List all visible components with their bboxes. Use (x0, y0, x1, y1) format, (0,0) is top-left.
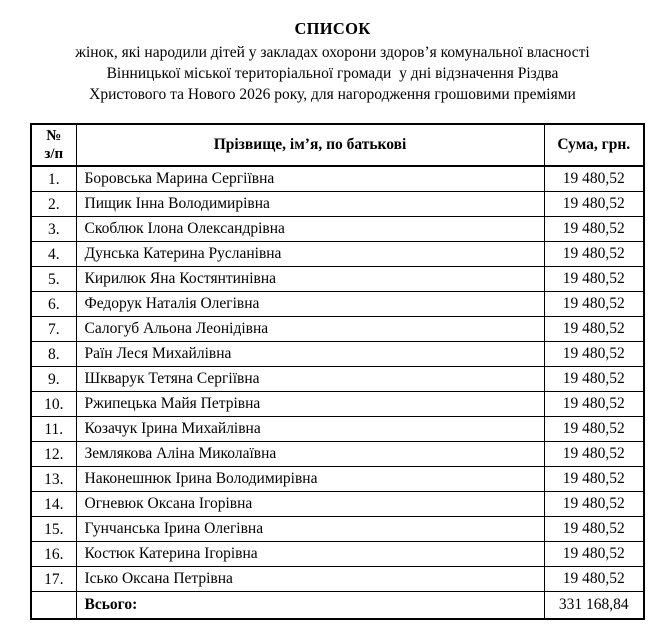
table-row (31, 366, 644, 391)
row-name: Кирилюк Яна Костянтинівна (76, 266, 544, 291)
table-row (31, 316, 644, 341)
table-row (31, 466, 644, 491)
row-amount: 19 480,52 (544, 566, 644, 591)
row-amount: 19 480,52 (544, 291, 644, 316)
row-name: Пищик Інна Володимирівна (76, 191, 544, 216)
row-amount: 19 480,52 (544, 516, 644, 541)
row-amount: 19 480,52 (544, 416, 644, 441)
column-header-amount: Сума, грн. (544, 124, 644, 166)
table-row (31, 266, 644, 291)
table-row (31, 191, 644, 216)
row-number: 1. (31, 166, 76, 191)
table-row (31, 166, 644, 191)
row-number: 9. (31, 366, 76, 391)
document-subtitle-line-1: жінок, які народили дітей у закладах охорони здоров’я комунальної власності (75, 44, 590, 61)
row-name: Дунська Катерина Русланівна (76, 241, 544, 266)
table-row (31, 391, 644, 416)
row-number: 12. (31, 441, 76, 466)
row-number: 6. (31, 291, 76, 316)
document-title: СПИСОК (294, 19, 371, 38)
row-number: 8. (31, 341, 76, 366)
row-amount: 19 480,52 (544, 366, 644, 391)
row-name: Землякова Аліна Миколаївна (76, 441, 544, 466)
row-amount: 19 480,52 (544, 341, 644, 366)
table-row (31, 516, 644, 541)
row-number: 16. (31, 541, 76, 566)
row-name: Гунчанська Ірина Олегівна (76, 516, 544, 541)
row-name: Козачук Ірина Михайлівна (76, 416, 544, 441)
total-row-empty-cell (31, 591, 76, 619)
row-amount: 19 480,52 (544, 166, 644, 191)
row-number: 5. (31, 266, 76, 291)
table-row (31, 541, 644, 566)
column-header-number (31, 124, 76, 166)
row-name: Раїн Леся Михайлівна (76, 341, 544, 366)
row-number: 13. (31, 466, 76, 491)
table-row (31, 241, 644, 266)
row-name: Наконешнюк Ірина Володимирівна (76, 466, 544, 491)
row-number: 2. (31, 191, 76, 216)
row-name: Огневюк Оксана Ігорівна (76, 491, 544, 516)
table-row (31, 566, 644, 591)
document-header (0, 19, 665, 105)
total-amount: 331 168,84 (544, 591, 644, 619)
row-number: 3. (31, 216, 76, 241)
row-name: Костюк Катерина Ігорівна (76, 541, 544, 566)
row-name: Шкварук Тетяна Сергіївна (76, 366, 544, 391)
row-name: Скоблюк Ілона Олександрівна (76, 216, 544, 241)
row-amount: 19 480,52 (544, 241, 644, 266)
row-name: Боровська Марина Сергіївна (76, 166, 544, 191)
row-amount: 19 480,52 (544, 191, 644, 216)
row-amount: 19 480,52 (544, 441, 644, 466)
table-row (31, 216, 644, 241)
row-number: 10. (31, 391, 76, 416)
table-row (31, 341, 644, 366)
row-name: Салогуб Альона Леонідівна (76, 316, 544, 341)
row-number: 7. (31, 316, 76, 341)
row-name: Федорук Наталія Олегівна (76, 291, 544, 316)
row-number: 17. (31, 566, 76, 591)
row-amount: 19 480,52 (544, 491, 644, 516)
row-amount: 19 480,52 (544, 391, 644, 416)
column-header-number-line1: № (46, 128, 62, 144)
document-subtitle-line-3: Христового та Нового 2026 року, для нагородження грошовими преміями (89, 86, 576, 103)
row-amount: 19 480,52 (544, 316, 644, 341)
table-row (31, 441, 644, 466)
row-amount: 19 480,52 (544, 266, 644, 291)
row-number: 14. (31, 491, 76, 516)
row-amount: 19 480,52 (544, 466, 644, 491)
row-number: 15. (31, 516, 76, 541)
table-row (31, 416, 644, 441)
awards-table (30, 123, 645, 620)
column-header-name: Прізвище, ім’я, по батькові (76, 124, 544, 166)
table-header-row (31, 124, 644, 166)
table-row (31, 291, 644, 316)
row-amount: 19 480,52 (544, 541, 644, 566)
column-header-number-line2: з/п (44, 146, 64, 162)
total-label: Всього: (76, 591, 544, 619)
total-row (31, 591, 644, 619)
row-amount: 19 480,52 (544, 216, 644, 241)
document-subtitle-line-2: Вінницької міської територіальної громади у дні відзначення Різдва (106, 65, 559, 82)
row-name: Ісько Оксана Петрівна (76, 566, 544, 591)
row-number: 4. (31, 241, 76, 266)
row-number: 11. (31, 416, 76, 441)
row-name: Ржипецька Майя Петрівна (76, 391, 544, 416)
table-row (31, 491, 644, 516)
